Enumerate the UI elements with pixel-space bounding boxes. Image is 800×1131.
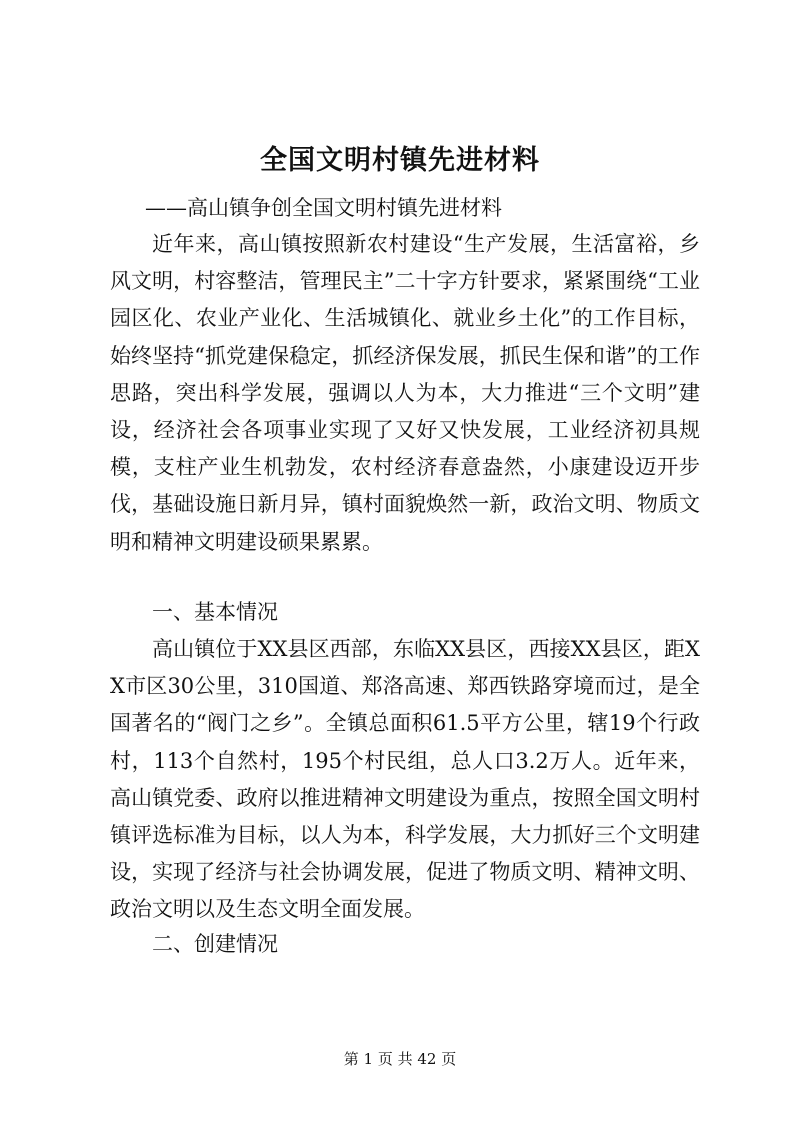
section-heading-creation: 二、创建情况 <box>152 932 278 956</box>
basic-info-paragraph: 高山镇位于XX县区西部，东临XX县区，西接XX县区，距XX市区30公里，310国道、郑洛高速、郑西铁路穿境而过，是全国著名的“阀门之乡”。全镇总面积61.5平方公里，辖19个行政村，113个自然村，195个村民组，总人口3.2万人。近年来，高山镇党委、政府以推进精神文明建设为重点，按照全国文明村镇评选标准为目标，以人为本，科学发展，大力抓好三个文明建设，实现了经济与社会协调发展，促进了物质文明、精神文明、政治文明以及生态文明全面发展。 <box>110 637 700 922</box>
section-heading-basic: 一、基本情况 <box>152 600 278 624</box>
document-title: 全国文明村镇先进材料 <box>260 145 540 176</box>
document-subtitle: ——高山镇争创全国文明村镇先进材料 <box>145 196 502 220</box>
page-footer: 第 1 页 共 42 页 <box>343 1050 457 1068</box>
intro-paragraph: 近年来，高山镇按照新农村建设“生产发展，生活富裕，乡风文明，村容整洁，管理民主”二十字方针要求，紧紧围绕“工业园区化、农业产业化、生活城镇化、就业乡土化”的工作目标，始终坚持“抓党建保稳定，抓经济保发展，抓民生保和谐”的工作思路，突出科学发展，强调以人为本，大力推进“三个文明”建设，经济社会各项事业实现了又好又快发展，工业经济初具规模，支柱产业生机勃发，农村经济春意盎然，小康建设迈开步伐，基础设施日新月异，镇村面貌焕然一新，政治文明、物质文明和精神文明建设硕果累累。 <box>110 232 700 554</box>
